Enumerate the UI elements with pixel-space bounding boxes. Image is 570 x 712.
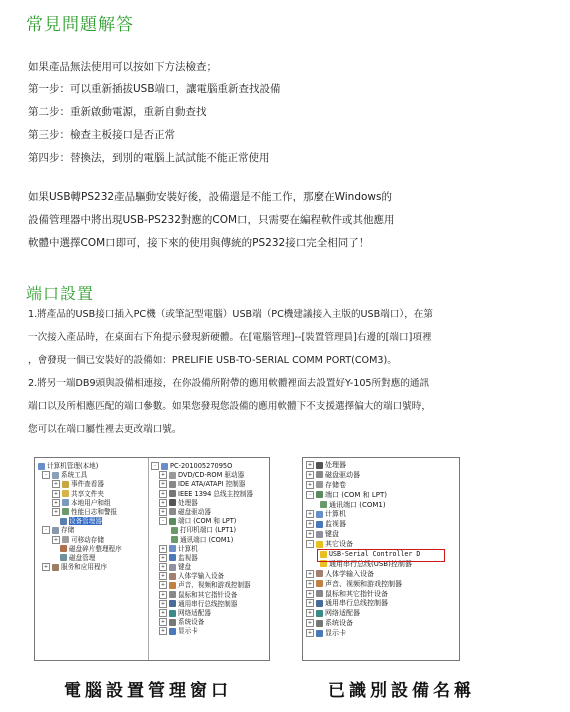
faq-paragraph-line-1: 如果USB轉PS232產品驅動安裝好後，設備還是不能工作，那麼在Windows的: [28, 191, 392, 203]
computer-icon: [38, 463, 45, 470]
management-tree-pane: [38, 462, 148, 572]
tree-item: + 显示卡: [160, 627, 198, 636]
removable-storage-icon: [62, 536, 69, 543]
caption-right: 已識別設備名稱: [328, 681, 475, 701]
caption-left: 電腦設置管理窗口: [64, 681, 232, 701]
tree-item: + 网络适配器: [307, 609, 360, 618]
faq-intro: 如果產品無法使用可以按如下方法檢查；: [28, 61, 217, 73]
tree-item: + 系统设备: [307, 619, 353, 628]
sound-icon: [316, 580, 323, 587]
sound-icon: [169, 582, 176, 589]
tree-item: + 服务和应用程序: [43, 563, 108, 572]
tree-item: 磁盘碎片整理程序: [38, 545, 148, 554]
port-title: 端口設置: [26, 284, 95, 303]
disk-icon: [60, 554, 67, 561]
display-icon: [169, 628, 176, 635]
keyboard-icon: [316, 531, 323, 538]
tree-item: + 本地用户和组: [53, 498, 111, 507]
port-line-4: 2.將另一端DB9頭與設備相連接，在你設備所附帶的應用軟體裡面去設置好Y-105所對應的通訊: [28, 378, 430, 389]
tree-item: + 声音、视频和游戏控制器: [307, 579, 402, 588]
tree-item: + 磁盘驱动器: [160, 507, 211, 516]
tree-item-selected: 设备管理器: [38, 517, 148, 526]
faq-step-2: 第二步：重新啟動電源，重新自動查找: [28, 106, 207, 118]
processor-icon: [316, 462, 323, 469]
tree-item: + 处理器: [160, 498, 198, 507]
device-manager-icon: [60, 518, 67, 525]
mouse-icon: [316, 590, 323, 597]
folder-icon: [62, 490, 69, 497]
port-line-3: ，會發現一個已安裝好的設備如：PRELIFIE USB-TO-SERIAL COMM PORT(COM3)。: [28, 355, 397, 366]
keyboard-icon: [169, 564, 176, 571]
faq-paragraph-line-2: 設備管理器中將出現USB-PS232對應的COM口，只需要在編程軟件或其他應用: [28, 214, 395, 226]
tree-item: + 系统设备: [160, 618, 205, 627]
monitor-icon: [169, 554, 176, 561]
tree-item: + 磁盘驱动器: [307, 470, 360, 479]
tree-item: + IDE ATA/ATAPI 控制器: [160, 480, 246, 489]
highlight-box: [317, 549, 445, 562]
tree-item: + 声音、视频和游戏控制器: [160, 581, 251, 590]
tree-item: + 网络适配器: [160, 609, 211, 617]
tree-item: + 可移动存储: [53, 535, 104, 544]
port-icon: [169, 518, 176, 525]
port-line-1: 1.將產品的USB接口插入PC機（或筆記型電腦）USB端（PC機建議接入主版的USB端口），在第: [28, 309, 433, 320]
printer-port-icon: [171, 527, 178, 534]
tree-item: + 人体学输入设备: [307, 569, 374, 578]
tree-item: 磁盘管理: [38, 554, 148, 563]
tree-item: + 事件查看器: [53, 480, 104, 489]
tree-item: + DVD/CD-ROM 驱动器: [160, 471, 245, 480]
tree-item: + 显示卡: [307, 629, 346, 638]
disk-drive-icon: [316, 471, 323, 478]
usb-icon: [169, 600, 176, 607]
tree-item-highlighted: USB-Serial Controller D: [306, 550, 456, 560]
port-line-6: 您可以在端口屬性裡去更改端口號。: [28, 424, 182, 435]
display-icon: [316, 630, 323, 637]
tree-item: 计算机管理(本地): [38, 462, 148, 471]
tree-item: + 处理器: [307, 461, 346, 469]
tree-item: 打印机端口 (LPT1): [151, 526, 267, 535]
tree-item: 通用串行总线(USB)控制器: [306, 560, 456, 570]
port-icon: [316, 491, 323, 498]
tree-item: - 其它设备: [306, 540, 456, 550]
network-icon: [316, 610, 323, 617]
faq-step-3: 第三步：檢查主板接口是否正常: [28, 129, 175, 141]
faq-step-4: 第四步：替換法，到別的電腦上試試能不能正常使用: [28, 152, 270, 164]
faq-paragraph-line-3: 軟體中選擇COM口即可，接下來的使用與傳統的PS232接口完全相同了！: [28, 237, 370, 249]
system-icon: [169, 619, 176, 626]
port-line-2: 一次接入產品時，在桌面右下角提示發現新硬體。在[電腦管理]--[裝置管理員]右邊的[端口]項裡: [28, 332, 432, 343]
network-icon: [169, 610, 176, 617]
ide-icon: [169, 481, 176, 488]
monitor-icon: [316, 521, 323, 528]
tools-icon: [52, 472, 59, 479]
comm-port-icon: [171, 536, 178, 543]
tree-item: + 计算机: [307, 510, 346, 519]
device-tree-pane: [151, 462, 267, 637]
mouse-icon: [169, 591, 176, 598]
other-devices-warning-icon: [316, 541, 323, 548]
computer-icon: [169, 545, 176, 552]
tree-item: + 鼠标和其它指针设备: [160, 590, 238, 599]
tree-item: - PC-20100527095O: [151, 462, 267, 471]
pane-divider: [148, 458, 149, 660]
usb-icon: [316, 600, 323, 607]
performance-icon: [62, 508, 69, 515]
dvd-icon: [169, 472, 176, 479]
tree-item: + 存储卷: [307, 480, 346, 489]
faq-step-1: 第一步：可以重新插拔USB端口，讓電腦重新查找設備: [28, 83, 281, 95]
processor-icon: [169, 499, 176, 506]
port-line-5: 端口以及所相應匹配的端口參數。如果您發現您設備的應用軟體下不支援選擇偏大的端口號時，: [28, 401, 431, 412]
tree-item: 通讯端口 (COM1): [151, 536, 267, 545]
tree-item: + IEEE 1394 总线主控制器: [160, 489, 253, 498]
tree-item: - 端口 (COM 和 LPT): [151, 517, 267, 526]
computer-management-screenshot: [34, 457, 270, 661]
tree-item: + 键盘: [160, 563, 192, 572]
tree-item: + 人体学输入设备: [160, 572, 225, 581]
services-icon: [52, 564, 59, 571]
system-icon: [316, 620, 323, 627]
tree-item: 通讯端口 (COM1): [306, 501, 456, 511]
tree-item: + 监视器: [160, 553, 198, 562]
users-icon: [62, 499, 69, 506]
identified-device-screenshot: [302, 457, 460, 661]
tree-item: + 共享文件夹: [53, 489, 104, 498]
tree-item: + 性能日志和警报: [53, 507, 118, 516]
faq-title: 常見問題解答: [26, 15, 134, 35]
computer-icon: [316, 511, 323, 518]
tree-item: + 键盘: [307, 530, 339, 539]
defrag-icon: [60, 545, 67, 552]
tree-item: + 鼠标和其它指针设备: [307, 589, 388, 598]
volume-icon: [316, 481, 323, 488]
hid-icon: [316, 570, 323, 577]
tree-item: - 存储: [38, 526, 148, 535]
tree-item: - 系统工具: [38, 471, 148, 480]
tree-item: + 监视器: [307, 520, 346, 529]
storage-icon: [52, 527, 59, 534]
hid-icon: [169, 573, 176, 580]
disk-drive-icon: [169, 508, 176, 515]
tree-item: + 通用串行总线控制器: [307, 599, 388, 608]
tree-item: + 计算机: [160, 544, 198, 553]
computer-icon: [161, 463, 168, 470]
tree-item: - 端口 (COM 和 LPT): [306, 491, 456, 501]
ieee1394-icon: [169, 490, 176, 497]
event-viewer-icon: [62, 481, 69, 488]
comm-port-icon: [320, 501, 327, 508]
tree-item: + 通用串行总线控制器: [160, 599, 238, 608]
